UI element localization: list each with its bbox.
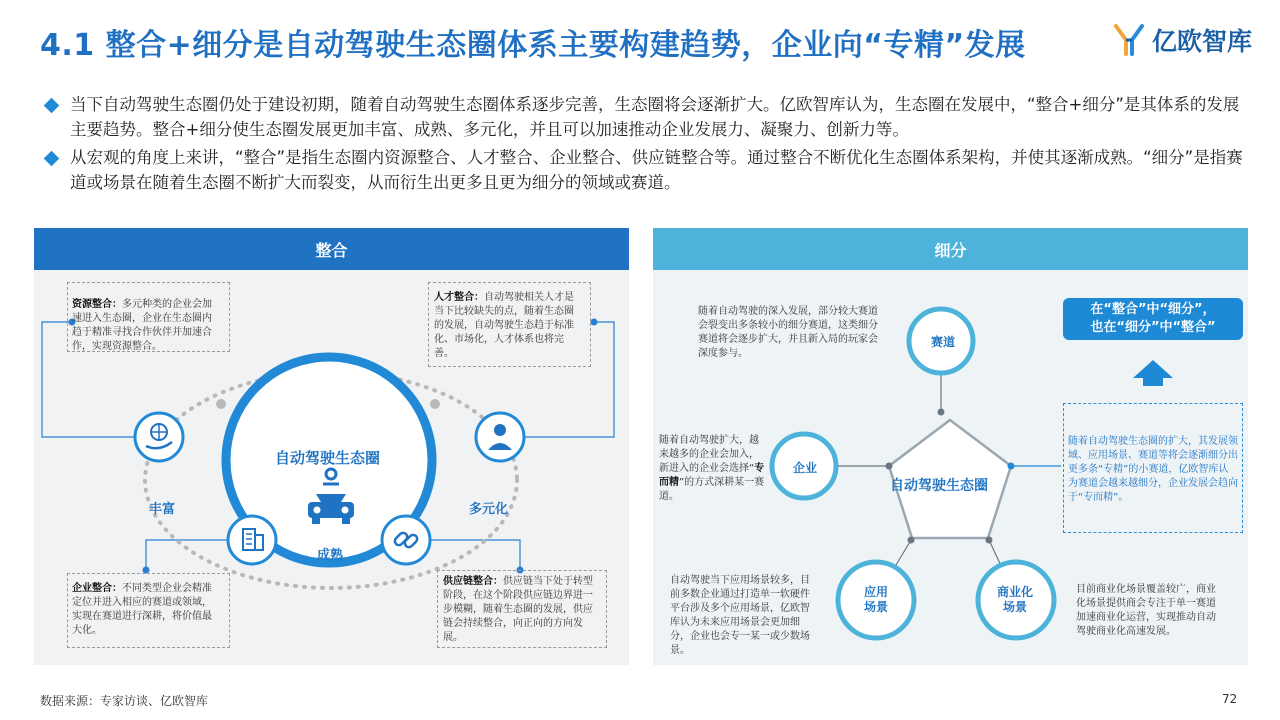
node-label-line: 应用 [864,585,889,599]
subdivision-panel [653,228,1248,665]
page-number: 72 [1222,692,1238,706]
talent-integration-note [434,291,582,361]
bullet-text: 当下自动驾驶生态圈仍处于建设初期，随着自动驾驶生态圈体系逐步完善，生态圈将会逐渐扩大。亿欧智库认为，生态圈在发展中，“整合+细分”是其体系的发展主要趋势。整合+细分使生态圈发展更加丰富、成熟、多元化，并且可以加速推动企业发展力、凝聚力、创新力等。 [70,95,1240,139]
note-title: 人才整合： [434,292,484,303]
ecosystem-center-label: 自动驾驶生态圈 [275,449,381,467]
note-text: 不同类型企业会精准定位并进入相应的赛道或领域，实现在赛道进行深耕，将价值最大化。 [72,583,212,636]
integration-panel [34,228,629,665]
node-label-line: 商业化 [997,585,1034,599]
node-label-commercial [997,585,1033,615]
note-text: 多元种类的企业会加速进入生态圈，企业在生态圈内趋于精准寻找合作伙伴并加速合作，实现资源整合。 [72,299,212,352]
trend-note: 随着自动驾驶生态圈的扩大，其发展领域、应用场景、赛道等将会逐渐细分出更多条“专精”的小赛道，亿欧智库认为赛道会越来越细分，企业发展会趋向于“专而精”。 [1068,436,1238,503]
track-note: 随着自动驾驶的深入发展，部分较大赛道会裂变出多条较小的细分赛道，这类细分赛道将会逐步扩大，并且新入局的玩家会深度参与。 [698,306,878,359]
callout-line: 在“整合”中“细分”， [1090,302,1216,317]
subdivision-panel-header: 细分 [653,228,1248,270]
note-text: 随着自动驾驶扩大，越来越多的企业会加入，新进入的企业会选择“ [659,435,759,474]
person-icon [476,413,524,461]
note-emphasis: 专而精 [659,463,765,488]
arc-label-diverse: 多元化 [469,502,509,517]
building-icon [228,516,276,564]
node-label-application [864,585,888,615]
diamond-bullet-icon [44,98,60,114]
bullet-item [44,145,1244,195]
arc-label-rich: 丰富 [149,502,176,517]
resource-integration-note [72,298,217,354]
ecosystem-center-label: 自动驾驶生态圈 [890,478,988,494]
node-label-line: 场景 [1003,600,1028,614]
integration-subdivision-callout [1063,298,1243,340]
node-label-track: 赛道 [931,335,956,349]
note-title: 企业整合： [72,583,122,594]
note-title: 资源整合： [72,299,122,310]
diamond-bullet-icon [44,151,60,167]
bullet-list [44,92,1244,198]
note-title: 供应链整合： [443,576,503,587]
integration-panel-header: 整合 [34,228,629,270]
application-note: 自动驾驶当下应用场景较多，目前多数企业通过打造单一软硬件平台涉及多个应用场景，亿欧智库认为未来应用场景会更加细分，企业也会专一某一或少数场景。 [670,575,810,656]
note-text: 供应链当下处于转型阶段，在这个阶段供应链边界进一步模糊，随着生态圈的发展，供应链会持续整合，向正向的方向发展。 [443,576,593,643]
bullet-text: 从宏观的角度上来讲，“整合”是指生态圈内资源整合、人才整合、企业整合、供应链整合等。通过整合不断优化生态圈体系架构，并使其逐渐成熟。“细分”是指赛道或场景在随着生态圈不断扩大而裂变，从而衍生出更多且更为细分的领域或赛道。 [70,148,1243,192]
note-text: 自动驾驶相关人才是当下比较缺失的点，随着生态圈的发展，自动驾驶生态趋于标准化、市场化，人才体系也将完善。 [434,292,574,359]
enterprise-integration-note [72,582,217,638]
node-label-enterprise: 企业 [793,461,818,475]
chain-link-icon [382,516,430,564]
logo-mark-icon [1112,22,1148,58]
page-title: 4.1 整合+细分是自动驾驶生态圈体系主要构建趋势，企业向“专精”发展 [40,28,1026,63]
commercial-note: 目前商业化场景覆盖较广，商业化场景提供商会专注于单一赛道加速商业化运营，实现推动自动驾驶商业化高速发展。 [1076,584,1216,637]
node-label-line: 场景 [864,600,889,614]
logo [1112,22,1252,58]
arc-label-mature: 成熟 [317,548,344,563]
bullet-item [44,92,1244,142]
globe-hand-icon [135,413,183,461]
up-arrow-icon [1133,360,1173,386]
enterprise-note [659,434,767,504]
note-text: ”的方式深耕某一赛道。 [659,477,765,502]
data-source: 数据来源：专家访谈、亿欧智库 [40,694,209,708]
callout-line: 也在“细分”中“整合” [1090,320,1216,335]
logo-text: 亿欧智库 [1152,27,1253,56]
supply-chain-integration-note [443,575,599,645]
